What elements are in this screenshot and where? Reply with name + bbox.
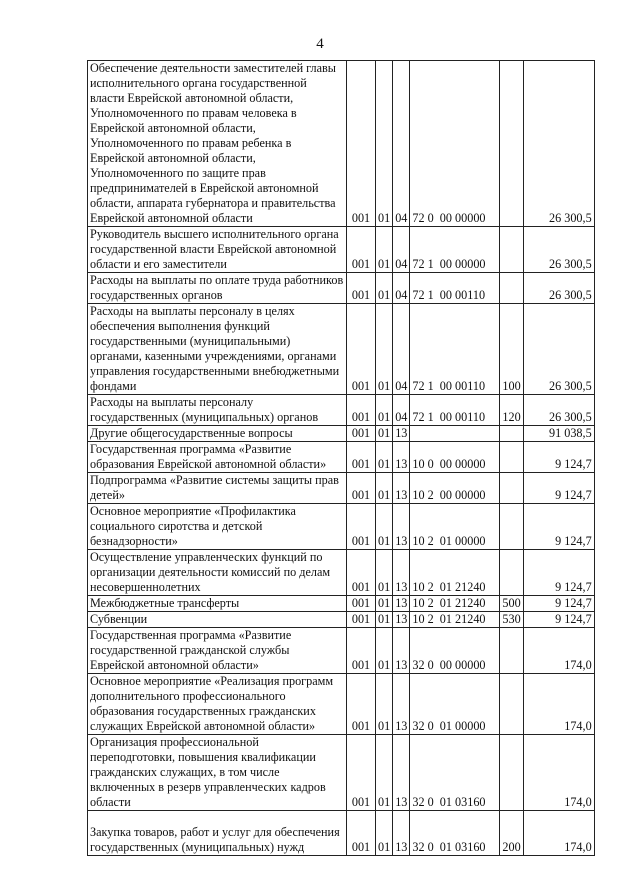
row-section-code: 01 <box>376 442 393 473</box>
table-row <box>88 550 595 596</box>
table-row <box>88 811 595 856</box>
row-target-article: 32 0 01 03160 <box>410 735 500 811</box>
row-subsection-code: 13 <box>393 473 410 504</box>
row-expense-type: 120 <box>500 395 523 426</box>
row-name: Расходы на выплаты персоналу в целях обеспечения выполнения функций государственными (муниципальными) органами, казенными учреждениями, органами управления государственными внебюджетными фондами <box>88 304 347 395</box>
row-expense-type <box>500 628 523 674</box>
row-name: Государственная программа «Развитие образования Еврейской автономной области» <box>88 442 347 473</box>
row-name: Другие общегосударственные вопросы <box>88 426 347 442</box>
row-subsection-code: 13 <box>393 504 410 550</box>
row-target-article: 72 1 00 00110 <box>410 304 500 395</box>
row-amount: 26 300,5 <box>523 273 594 304</box>
row-grbs-code: 001 <box>347 442 376 473</box>
row-name: Закупка товаров, работ и услуг для обеспечения государственных (муниципальных) нужд <box>88 811 347 856</box>
row-target-article: 32 0 01 00000 <box>410 674 500 735</box>
row-section-code: 01 <box>376 628 393 674</box>
row-subsection-code: 13 <box>393 442 410 473</box>
row-name: Осуществление управленческих функций по организации деятельности комиссий по делам несовершеннолетних <box>88 550 347 596</box>
row-section-code: 01 <box>376 504 393 550</box>
row-expense-type <box>500 273 523 304</box>
table-row <box>88 473 595 504</box>
table-row <box>88 304 595 395</box>
row-name: Расходы на выплаты по оплате труда работников государственных органов <box>88 273 347 304</box>
row-expense-type <box>500 473 523 504</box>
row-expense-type: 500 <box>500 596 523 612</box>
row-grbs-code: 001 <box>347 811 376 856</box>
row-amount: 26 300,5 <box>523 395 594 426</box>
row-name: Подпрограмма «Развитие системы защиты прав детей» <box>88 473 347 504</box>
row-target-article: 72 1 00 00110 <box>410 273 500 304</box>
row-section-code: 01 <box>376 811 393 856</box>
row-section-code: 01 <box>376 227 393 273</box>
row-section-code: 01 <box>376 304 393 395</box>
row-amount: 9 124,7 <box>523 612 594 628</box>
row-target-article: 32 0 00 00000 <box>410 628 500 674</box>
row-amount: 174,0 <box>523 735 594 811</box>
row-expense-type <box>500 504 523 550</box>
row-subsection-code: 04 <box>393 395 410 426</box>
row-target-article: 72 1 00 00110 <box>410 395 500 426</box>
row-expense-type: 200 <box>500 811 523 856</box>
row-subsection-code: 04 <box>393 304 410 395</box>
table-row <box>88 227 595 273</box>
row-amount: 9 124,7 <box>523 442 594 473</box>
row-subsection-code: 13 <box>393 735 410 811</box>
row-grbs-code: 001 <box>347 612 376 628</box>
row-target-article: 10 2 01 21240 <box>410 550 500 596</box>
row-section-code: 01 <box>376 674 393 735</box>
row-subsection-code: 04 <box>393 61 410 227</box>
row-grbs-code: 001 <box>347 596 376 612</box>
row-grbs-code: 001 <box>347 61 376 227</box>
row-grbs-code: 001 <box>347 550 376 596</box>
row-subsection-code: 13 <box>393 426 410 442</box>
row-name: Субвенции <box>88 612 347 628</box>
row-subsection-code: 13 <box>393 628 410 674</box>
row-name: Организация профессиональной переподготовки, повышения квалификации гражданских служащих, в том числе включенных в резерв управленческих кадров области <box>88 735 347 811</box>
row-amount: 174,0 <box>523 811 594 856</box>
row-target-article: 10 2 01 21240 <box>410 612 500 628</box>
row-section-code: 01 <box>376 612 393 628</box>
row-name: Обеспечение деятельности заместителей главы исполнительного органа государственной власти Еврейской автономной области, Уполномоченного по правам человека в Еврейской автономной области, Уполномоченного по правам ребенка в Еврейской автономной области, Уполномоченного по защите прав предпринимателей в Еврейской автономной области, аппарата губернатора и правительства Еврейской автономной области <box>88 61 347 227</box>
row-expense-type <box>500 674 523 735</box>
row-amount: 26 300,5 <box>523 227 594 273</box>
table-row <box>88 735 595 811</box>
table-row <box>88 628 595 674</box>
row-subsection-code: 13 <box>393 596 410 612</box>
table-row <box>88 426 595 442</box>
row-section-code: 01 <box>376 273 393 304</box>
table-row <box>88 442 595 473</box>
row-amount: 174,0 <box>523 674 594 735</box>
row-expense-type <box>500 442 523 473</box>
row-amount: 26 300,5 <box>523 61 594 227</box>
row-section-code: 01 <box>376 395 393 426</box>
row-expense-type <box>500 61 523 227</box>
row-target-article: 10 2 01 00000 <box>410 504 500 550</box>
row-target-article: 10 0 00 00000 <box>410 442 500 473</box>
row-amount: 174,0 <box>523 628 594 674</box>
row-grbs-code: 001 <box>347 273 376 304</box>
row-name: Основное мероприятие «Профилактика социального сиротства и детской безнадзорности» <box>88 504 347 550</box>
row-expense-type <box>500 227 523 273</box>
table-row <box>88 674 595 735</box>
row-grbs-code: 001 <box>347 227 376 273</box>
row-amount: 91 038,5 <box>523 426 594 442</box>
row-subsection-code: 13 <box>393 612 410 628</box>
row-target-article: 32 0 01 03160 <box>410 811 500 856</box>
table-row <box>88 596 595 612</box>
row-expense-type <box>500 426 523 442</box>
row-section-code: 01 <box>376 473 393 504</box>
row-target-article: 72 0 00 00000 <box>410 61 500 227</box>
row-expense-type: 530 <box>500 612 523 628</box>
row-subsection-code: 13 <box>393 550 410 596</box>
row-target-article <box>410 426 500 442</box>
row-section-code: 01 <box>376 550 393 596</box>
row-target-article: 72 1 00 00000 <box>410 227 500 273</box>
row-amount: 9 124,7 <box>523 596 594 612</box>
row-grbs-code: 001 <box>347 473 376 504</box>
budget-table <box>87 60 595 856</box>
row-section-code: 01 <box>376 61 393 227</box>
row-grbs-code: 001 <box>347 426 376 442</box>
row-section-code: 01 <box>376 735 393 811</box>
row-grbs-code: 001 <box>347 504 376 550</box>
row-amount: 9 124,7 <box>523 504 594 550</box>
row-target-article: 10 2 01 21240 <box>410 596 500 612</box>
row-grbs-code: 001 <box>347 735 376 811</box>
row-section-code: 01 <box>376 426 393 442</box>
page-number: 4 <box>316 36 324 52</box>
row-target-article: 10 2 00 00000 <box>410 473 500 504</box>
row-grbs-code: 001 <box>347 674 376 735</box>
row-grbs-code: 001 <box>347 395 376 426</box>
row-amount: 9 124,7 <box>523 550 594 596</box>
row-section-code: 01 <box>376 596 393 612</box>
row-name: Государственная программа «Развитие государственной гражданской службы Еврейской автономной области» <box>88 628 347 674</box>
row-name: Межбюджетные трансферты <box>88 596 347 612</box>
row-name: Руководитель высшего исполнительного органа государственной власти Еврейской автономной области и его заместители <box>88 227 347 273</box>
row-name: Основное мероприятие «Реализация программ дополнительного профессионального образования государственных гражданских служащих Еврейской автономной области» <box>88 674 347 735</box>
table-row <box>88 61 595 227</box>
row-grbs-code: 001 <box>347 304 376 395</box>
row-expense-type <box>500 735 523 811</box>
row-expense-type: 100 <box>500 304 523 395</box>
table-row <box>88 504 595 550</box>
row-subsection-code: 04 <box>393 273 410 304</box>
row-name: Расходы на выплаты персоналу государственных (муниципальных) органов <box>88 395 347 426</box>
table-row <box>88 612 595 628</box>
row-amount: 9 124,7 <box>523 473 594 504</box>
row-expense-type <box>500 550 523 596</box>
row-subsection-code: 04 <box>393 227 410 273</box>
row-amount: 26 300,5 <box>523 304 594 395</box>
row-grbs-code: 001 <box>347 628 376 674</box>
row-subsection-code: 13 <box>393 811 410 856</box>
row-subsection-code: 13 <box>393 674 410 735</box>
table-row <box>88 273 595 304</box>
table-row <box>88 395 595 426</box>
